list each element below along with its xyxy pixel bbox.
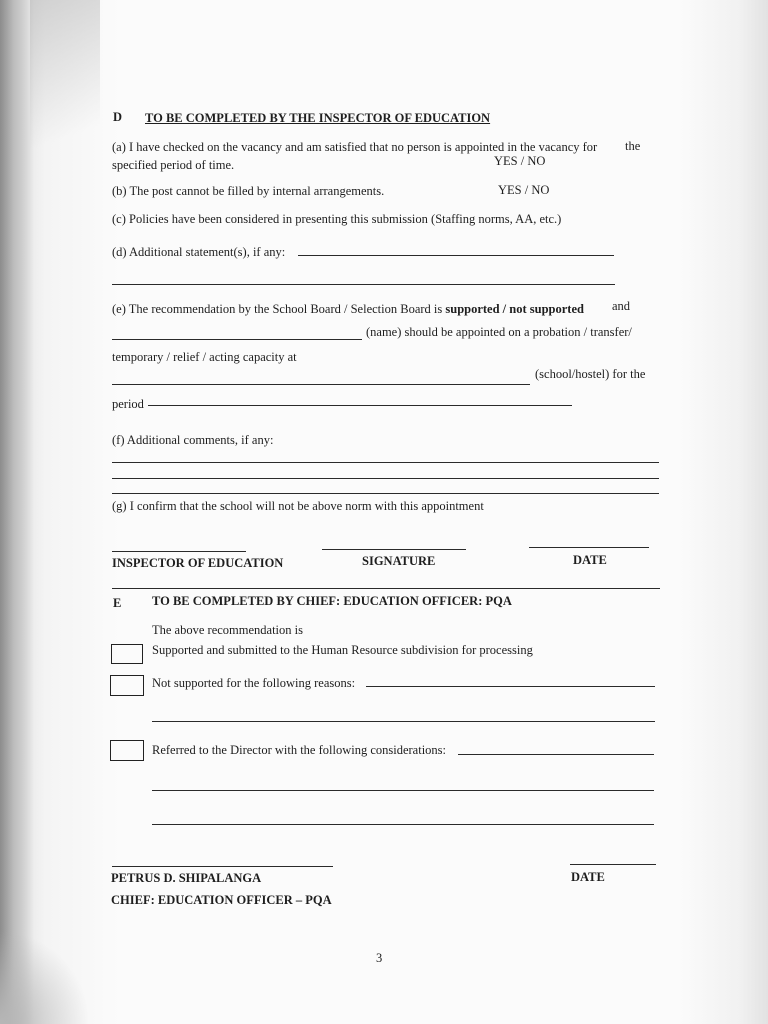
item-e-period-line[interactable]	[148, 405, 572, 406]
item-a-text: (a) I have checked on the vacancy and am satisfied that no person is appointed in the vacancy for	[112, 140, 598, 154]
inspector-sign-line[interactable]	[112, 551, 246, 552]
considerations-line-3[interactable]	[152, 824, 654, 825]
signature-label: SIGNATURE	[362, 554, 436, 568]
item-f-line-1[interactable]	[112, 462, 659, 463]
item-b-yes-no[interactable]: YES / NO	[498, 183, 550, 197]
checkbox-not-supported[interactable]	[110, 675, 144, 696]
date-line-e[interactable]	[570, 864, 656, 865]
option-supported-text: Supported and submitted to the Human Resource subdivision for processing	[152, 643, 533, 657]
reasons-line-1[interactable]	[366, 686, 655, 687]
section-e-intro: The above recommendation is	[152, 623, 303, 637]
item-a-the: the	[625, 139, 641, 153]
item-d-line-1[interactable]	[298, 255, 614, 256]
item-f-line-2[interactable]	[112, 478, 659, 479]
option-referred-text: Referred to the Director with the following considerations:	[152, 743, 447, 757]
scan-shadow-left	[0, 0, 34, 1024]
reasons-line-2[interactable]	[152, 721, 655, 722]
item-f-text: (f) Additional comments, if any:	[112, 433, 274, 447]
date-label-e: DATE	[571, 870, 605, 884]
item-e-school-line[interactable]	[112, 384, 530, 385]
item-d-text: (d) Additional statement(s), if any:	[112, 245, 286, 259]
item-e-period-label: period	[112, 397, 144, 411]
item-e-school-text: (school/hostel) for the	[535, 367, 646, 381]
item-e-name-line[interactable]	[112, 339, 362, 340]
item-e-name-text: (name) should be appointed on a probation / transfer/	[366, 325, 632, 339]
date-label-d: DATE	[573, 553, 607, 567]
officer-title: CHIEF: EDUCATION OFFICER – PQA	[111, 893, 332, 907]
section-d-letter: D	[113, 110, 123, 124]
checkbox-supported[interactable]	[111, 644, 143, 664]
officer-name: PETRUS D. SHIPALANGA	[111, 871, 262, 885]
scan-shadow-bottom	[0, 930, 90, 1024]
item-e-and: and	[612, 299, 631, 313]
item-e-text	[112, 302, 584, 317]
item-e-prefix: (e) The recommendation by the School Board / Selection Board is	[112, 302, 443, 316]
item-f-line-3[interactable]	[112, 493, 659, 494]
item-g-text: (g) I confirm that the school will not be above norm with this appointment	[112, 499, 484, 513]
option-not-supported-text: Not supported for the following reasons:	[152, 676, 356, 690]
considerations-line-1[interactable]	[458, 754, 654, 755]
section-divider	[112, 588, 660, 589]
item-e-capacity-text: temporary / relief / acting capacity at	[112, 350, 297, 364]
section-e-title: TO BE COMPLETED BY CHIEF: EDUCATION OFFICER: PQA	[152, 594, 512, 608]
item-d-line-2[interactable]	[112, 284, 615, 285]
section-d-title: TO BE COMPLETED BY THE INSPECTOR OF EDUCATION	[145, 111, 491, 125]
section-e-letter: E	[113, 596, 122, 610]
inspector-label: INSPECTOR OF EDUCATION	[112, 556, 284, 570]
item-a-text-cont: specified period of time.	[112, 158, 235, 172]
item-e-supported-choice[interactable]: supported / not supported	[445, 302, 584, 316]
item-b-text: (b) The post cannot be filled by internal arrangements.	[112, 184, 385, 198]
date-line-d[interactable]	[529, 547, 649, 548]
signature-line[interactable]	[322, 549, 466, 550]
page-fold-shadow	[30, 0, 100, 190]
page-number: 3	[376, 951, 383, 965]
checkbox-referred[interactable]	[110, 740, 144, 761]
item-a-yes-no[interactable]: YES / NO	[494, 154, 546, 168]
item-c-text: (c) Policies have been considered in presenting this submission (Staffing norms, AA, etc.)	[112, 212, 562, 226]
considerations-line-2[interactable]	[152, 790, 654, 791]
officer-sign-line[interactable]	[112, 866, 333, 867]
